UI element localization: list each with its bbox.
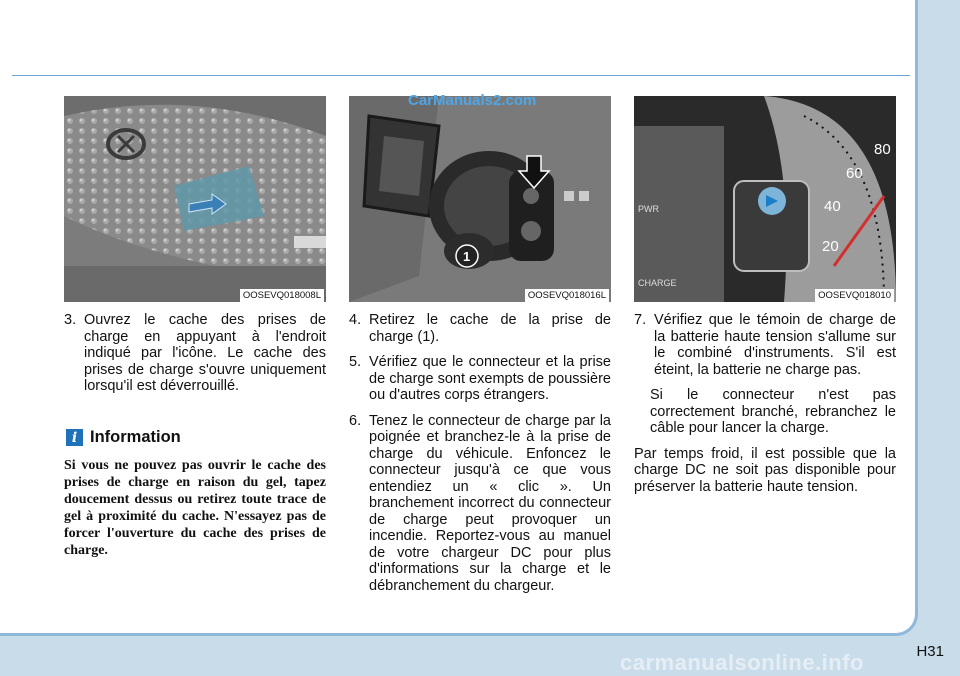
step-text: Retirez le cache de la prise de charge (1). xyxy=(369,312,611,345)
image-caption: OOSEVQ018008L xyxy=(240,289,324,302)
info-icon: i xyxy=(66,429,83,446)
step-4 xyxy=(349,312,611,345)
image-caption: OOSEVQ018016L xyxy=(525,289,609,302)
charge-port-illustration xyxy=(349,96,611,302)
info-title: Information xyxy=(90,428,181,446)
information-heading xyxy=(66,428,181,447)
step-number: 6. xyxy=(349,412,362,429)
step-text: Vérifiez que le témoin de charge de la batterie haute tension s'allume sur le combiné d'instruments. S'il est éteint, la batterie ne charge pas. xyxy=(654,312,896,378)
step-6 xyxy=(349,413,611,595)
step-number: 5. xyxy=(349,354,362,370)
step-number: 3. xyxy=(64,312,77,328)
photo-charge-port xyxy=(349,96,611,302)
step-number: 4. xyxy=(349,312,362,328)
svg-text:1: 1 xyxy=(463,249,471,264)
header-rule xyxy=(12,75,910,76)
step-text: Vérifiez que le connecteur et la prise de charge sont exempts de poussière ou d'autres corps étrangers. xyxy=(369,354,611,403)
image-caption: OOSEVQ018010 xyxy=(815,289,894,302)
page-number: H31 xyxy=(916,643,944,660)
gauge-40: 40 xyxy=(824,198,841,215)
car-front-illustration xyxy=(64,96,326,302)
step-5 xyxy=(349,354,611,404)
cluster-illustration xyxy=(634,96,896,302)
charge-label: CHARGE xyxy=(638,278,677,288)
step-number: 7. xyxy=(634,312,647,328)
gauge-60: 60 xyxy=(846,165,863,182)
step-7-sub: Si le connecteur n'est pas correctement branché, rebranchez le câble pour lancer la charge. xyxy=(650,387,896,436)
pwr-label: PWR xyxy=(638,204,659,214)
cold-weather-note: Par temps froid, il est possible que la charge DC ne soit pas disponible pour préserver la batterie haute tension. xyxy=(634,445,896,495)
gauge-80: 80 xyxy=(874,141,891,158)
column-3 xyxy=(634,312,896,504)
gauge-20: 20 xyxy=(822,238,839,255)
step-7 xyxy=(634,312,896,378)
step-text: Tenez le connecteur de charge par la poignée et branchez-le à la prise de charge du véhicule. Enfoncez le connecteur jusqu'à ce que vous entendiez un « clic ». Un branchement incorrect du connecteur de charge peut provoquer un incendie. Reportez-vous au manuel de votre chargeur DC pour plus d'informations sur la charge et le débranchement du chargeur. xyxy=(369,412,611,594)
step-3 xyxy=(64,312,326,395)
column-2 xyxy=(349,312,611,603)
info-body: Si vous ne pouvez pas ouvrir le cache des prises de charge en raison du gel, tapez doucement dessus ou retirez toute trace de gel à proximité du cache. N'essayez pas de forcer l'ouverture du cache des prises de charge. xyxy=(64,458,326,558)
step-text: Ouvrez le cache des prises de charge en appuyant à l'endroit indiqué par l'icône. Le cache des prises de charge s'ouvre uniquement lorsqu'il est déverrouillé. xyxy=(84,312,326,394)
watermark-top: CarManuals2.com xyxy=(408,92,537,109)
photo-charge-door xyxy=(64,96,326,302)
watermark-bottom: carmanualsonline.info xyxy=(620,650,864,675)
column-1 xyxy=(64,312,326,404)
photo-instrument-cluster xyxy=(634,96,896,302)
